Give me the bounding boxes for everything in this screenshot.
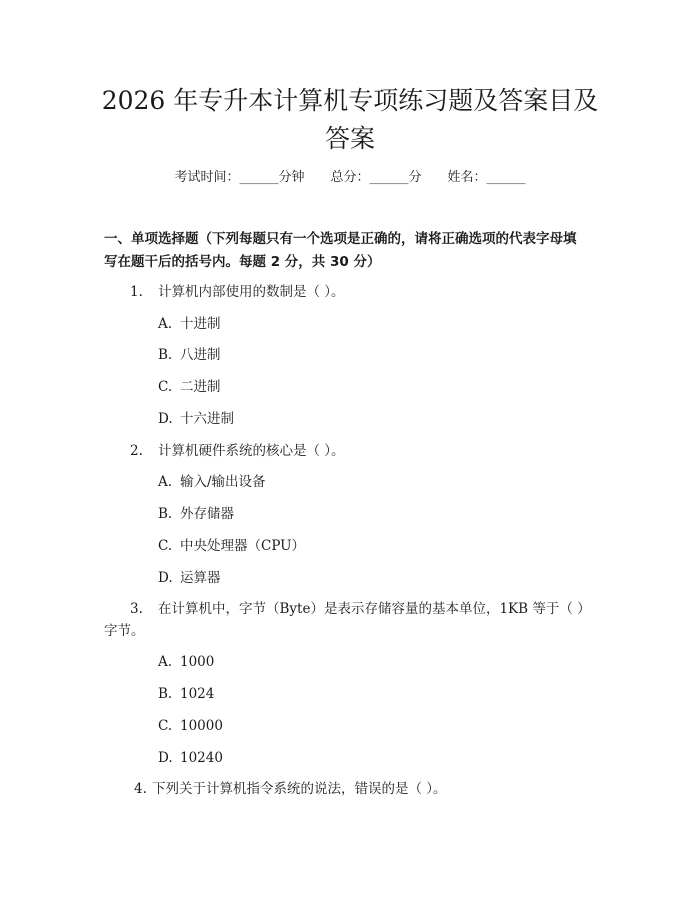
- question-text: 计算机硬件系统的核心是（ ）。: [158, 443, 345, 459]
- question-number: 2.: [130, 443, 143, 459]
- option-3c: [158, 715, 223, 737]
- option-letter: D.: [158, 411, 173, 427]
- option-text: 八进制: [180, 347, 221, 363]
- exam-time-label: 考试时间：______分钟: [174, 170, 305, 185]
- option-letter: D.: [158, 570, 173, 586]
- option-2d: [158, 567, 221, 589]
- option-letter: D.: [158, 750, 173, 766]
- option-letter: B.: [158, 506, 173, 522]
- option-1a: [158, 313, 221, 335]
- title-line-1: 2026 年专升本计算机专项练习题及答案目及: [101, 86, 599, 115]
- section-heading: [104, 228, 604, 274]
- option-letter: C.: [158, 718, 173, 734]
- option-3b: [158, 683, 214, 705]
- question-text: 下列关于计算机指令系统的说法，错误的是（ ）。: [152, 781, 447, 797]
- question-2: [130, 440, 345, 462]
- option-1c: [158, 376, 221, 398]
- option-text: 二进制: [180, 379, 221, 395]
- question-number: 4.: [134, 781, 147, 797]
- question-3-continuation: [104, 620, 145, 642]
- option-3a: [158, 651, 214, 673]
- option-letter: A.: [158, 316, 173, 332]
- section-heading-line-1: 一、单项选择题（下列每题只有一个选项是正确的，请将正确选项的代表字母填: [104, 231, 577, 247]
- question-4: [134, 778, 447, 800]
- question-text: 在计算机中，字节（Byte）是表示存储容量的基本单位，1KB 等于（ ）: [158, 601, 591, 617]
- option-text: 十六进制: [180, 411, 234, 427]
- option-1d: [158, 408, 234, 430]
- option-2a: [158, 471, 266, 493]
- option-text: 1000: [180, 654, 215, 670]
- option-letter: C.: [158, 538, 173, 554]
- option-text: 外存储器: [180, 506, 234, 522]
- section-heading-line-2: 写在题干后的括号内。每题 2 分，共 30 分）: [104, 254, 381, 270]
- option-letter: C.: [158, 379, 173, 395]
- option-letter: A.: [158, 474, 173, 490]
- option-text: 10000: [180, 718, 223, 734]
- question-3: [130, 598, 591, 620]
- option-text: 运算器: [180, 570, 221, 586]
- document-title: [60, 82, 640, 158]
- question-text: 计算机内部使用的数制是（ ）。: [158, 284, 345, 300]
- question-number: 1.: [130, 284, 143, 300]
- name-label: 姓名：______: [447, 170, 526, 185]
- option-letter: A.: [158, 654, 173, 670]
- option-text: 输入/输出设备: [180, 474, 266, 490]
- option-text: 中央处理器（CPU）: [180, 538, 306, 554]
- option-letter: B.: [158, 347, 173, 363]
- question-text-continued: 字节。: [104, 623, 145, 639]
- option-1b: [158, 344, 221, 366]
- option-2c: [158, 535, 305, 557]
- option-2b: [158, 503, 234, 525]
- option-text: 10240: [180, 750, 223, 766]
- title-line-2: 答案: [324, 124, 375, 153]
- option-text: 十进制: [180, 316, 221, 332]
- exam-info-line: [0, 168, 700, 188]
- option-text: 1024: [180, 686, 215, 702]
- question-number: 3.: [130, 601, 143, 617]
- question-1: [130, 281, 345, 303]
- option-3d: [158, 747, 223, 769]
- option-letter: B.: [158, 686, 173, 702]
- total-score-label: 总分：______分: [330, 170, 422, 185]
